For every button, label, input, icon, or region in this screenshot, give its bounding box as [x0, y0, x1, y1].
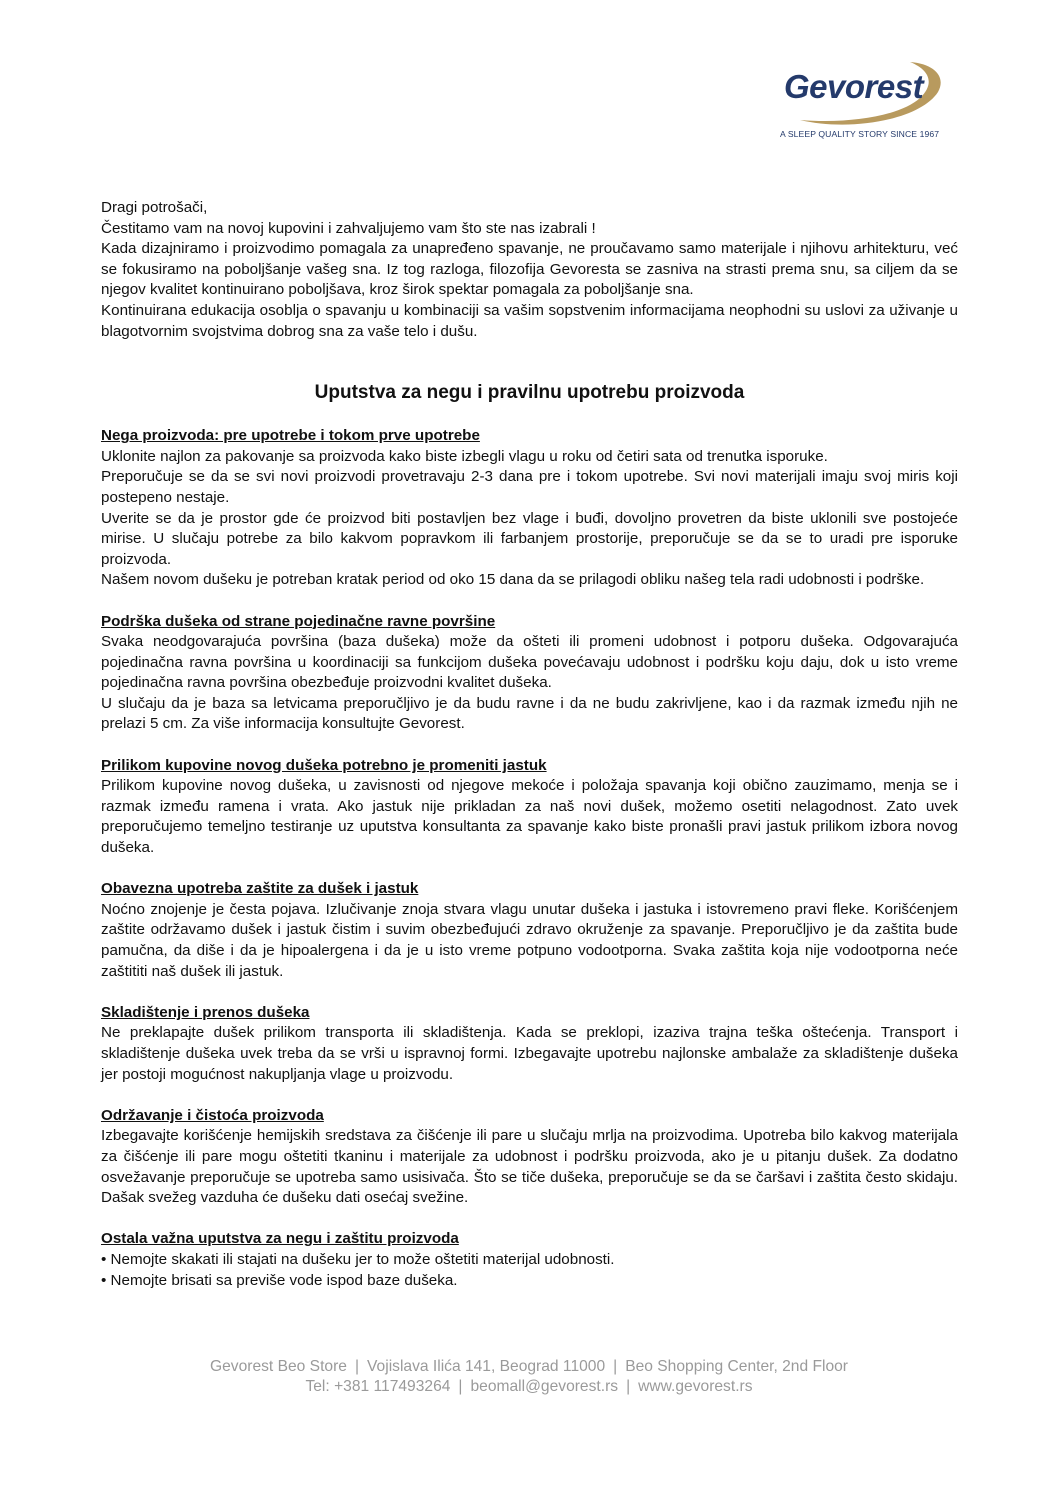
gevorest-logo [770, 58, 950, 148]
intro-letter [101, 198, 958, 342]
intro-paragraph: Kontinuirana edukacija osoblja o spavanju u kombinaciji sa vašim sopstvenim informacijama neophodni su uslovi za uživanje u blagotvornim svojstvima dobrog sna za vaše telo i dušu. [101, 301, 958, 340]
section-paragraph: Našem novom dušeku je potreban kratak period od oko 15 dana da se prilagodi obliku našeg tela radi udobnosti i podrške. [101, 571, 925, 589]
footer-address: Vojislava Ilića 141, Beograd 11000 [367, 1358, 606, 1375]
section-care [101, 426, 958, 591]
section-paragraph: Svaka neodgovarajuća površina (baza dušeka) može da ošteti ili promeni udobnost i potporu dušeka. Odgovarajuća pojedinačna ravna površina u koordinaciji sa funkcijom dušeka povećavaju udobnost i podršku koju daju, dok u isto vreme pojedinačna ravna površina obezbeđuje proizvodni kvalitet dušeka. [101, 633, 958, 692]
section-paragraph: Uklonite najlon za pakovanje sa proizvoda kako biste izbegli vlagu u roku od četiri sata od trenutka isporuke. [101, 447, 828, 465]
section-paragraph: Prilikom kupovine novog dušeka, u zavisnosti od njegove mekoće i položaja spavanja koji obično zauzimamo, menja se i razmak između ramena i vrata. Ako jastuk nije prikladan za naš novi dušek, možemo osetiti nelagodnost. Zato uvek preporučujemo temeljno testiranje uz uputstva konsultanta za spavanje kako biste pronašli pravi jastuk prilikom izbora novog dušeka. [101, 777, 958, 857]
section-paragraph: Uverite se da je prostor gde će proizvod biti postavljen bez vlage i buđi, dovoljno provetren da biste uklonili sve postojeće mirise. U slučaju potrebe za bilo kakvom popravkom ili farbanjem prostorije, preporučuje se da se to uradi pre isporuke proizvoda. [101, 509, 958, 568]
section-support [101, 612, 958, 736]
section-protector [101, 879, 958, 982]
footer-address-line: Gevorest Beo Store | Vojislava Ilića 141, Beograd 11000 | Beo Shopping Center, 2nd Floor [210, 1358, 848, 1375]
footer-store-name: Gevorest Beo Store [210, 1358, 347, 1375]
section-heading: Obavezna upotreba zaštite za dušek i jastuk [101, 880, 419, 898]
bullet-item: • Nemojte skakati ili stajati na dušeku jer to može oštetiti materijal udobnosti. [101, 1250, 958, 1271]
bullet-item: • Nemojte brisati sa previše vode ispod baze dušeka. [101, 1271, 958, 1292]
section-paragraph: Ne preklapajte dušek prilikom transporta ili skladištenja. Kada se preklopi, izaziva trajna teška oštećenja. Transport i skladištenje dušeka uvek treba da se vrši u ispravnoj formi. Izbegavajte upotrebu najlonske ambalaže za skladištenje dušeka jer postoji mogućnost nakupljanja vlage u proizvodu. [101, 1024, 958, 1083]
section-paragraph: Izbegavajte korišćenje hemijskih sredstava za čišćenje ili pare u slučaju mrlja na proizvodima. Upotreba bilo kakvog materijala za čišćenje ili pare mogu oštetiti tkaninu i materijale za udobnost i podršku proizvoda, ako je u pitanju dušek. Za dodatno osvežavanje preporučuje se upotreba samo usisivača. Što se tiče dušeka, preporučuje se da se čaršavi i zaštita često skidaju. Dašak svežeg vazduha će dušeku dati osećaj svežine. [101, 1127, 958, 1207]
document-body [101, 198, 958, 1312]
section-paragraph: Noćno znojenje je česta pojava. Izlučivanje znoja stvara vlagu unutar dušeka i jastuka i istovremeno pravi fleke. Korišćenjem zaštite održavamo dušek i jastuk čistim i suvim obezbeđujući zdravo okruženje za spavanje. Preporučljivo je da zaštita bude pamučna, da diše i da je hipoalergena i da je u isto vreme potpuno vodootporna. Svaka zaštita koja nije vodootporna neće zaštititi naš dušek ili jastuk. [101, 900, 958, 980]
intro-line: Čestitamo vam na novoj kupovini i zahvaljujemo vam što ste nas izabrali ! [101, 219, 596, 237]
footer-email[interactable]: beomall@gevorest.rs [470, 1378, 619, 1395]
footer-contact-line: Tel: +381 117493264 | beomall@gevorest.rs | www.gevorest.rs [305, 1378, 753, 1395]
footer-location: Beo Shopping Center, 2nd Floor [625, 1358, 848, 1375]
greeting: Dragi potrošači, [101, 199, 208, 216]
footer-phone: Tel: +381 117493264 [305, 1378, 451, 1395]
section-pillow [101, 756, 958, 859]
document-title: Uputstva za negu i pravilnu upotrebu proizvoda [314, 382, 745, 404]
footer [0, 1357, 1058, 1397]
section-paragraph: Preporučuje se da se svi novi proizvodi provetravaju 2-3 dana pre i tokom upotrebe. Svi novi materijali imaju svoj miris koji postepeno nestaje. [101, 468, 958, 506]
footer-website[interactable]: www.gevorest.rs [638, 1378, 753, 1395]
section-heading: Održavanje i čistoća proizvoda [101, 1106, 324, 1124]
section-other [101, 1229, 958, 1291]
section-heading: Ostala važna uputstva za negu i zaštitu proizvoda [101, 1230, 459, 1248]
section-heading: Nega proizvoda: pre upotrebe i tokom prve upotrebe [101, 427, 480, 445]
section-heading: Skladištenje i prenos dušeka [101, 1003, 310, 1021]
intro-paragraph: Kada dizajniramo i proizvodimo pomagala za unapređeno spavanje, ne proučavamo samo materijale i njihovu arhitekturu, već se fokusiramo na poboljšanje vašeg sna. Iz tog razloga, filozofija Gevoresta se zasniva na strasti prema snu, sa ciljem da se njegov kvalitet kontinuirano poboljšava, kroz širok spektar pomagala za poboljšanje sna. [101, 240, 958, 299]
section-heading: Podrška dušeka od strane pojedinačne ravne površine [101, 612, 496, 630]
bullet-list [101, 1250, 958, 1291]
logo-wordmark: Gevorest [784, 68, 924, 105]
section-storage [101, 1003, 958, 1085]
section-heading: Prilikom kupovine novog dušeka potrebno je promeniti jastuk [101, 756, 547, 774]
section-cleaning [101, 1106, 958, 1209]
section-paragraph: U slučaju da je baza sa letvicama preporučljivo je da budu ravne i da ne budu zakrivljene, kao i da razmak između njih ne prelazi 5 cm. Za više informacija konsultujte Gevorest. [101, 694, 958, 733]
logo-tagline: A SLEEP QUALITY STORY SINCE 1967 [780, 129, 940, 139]
